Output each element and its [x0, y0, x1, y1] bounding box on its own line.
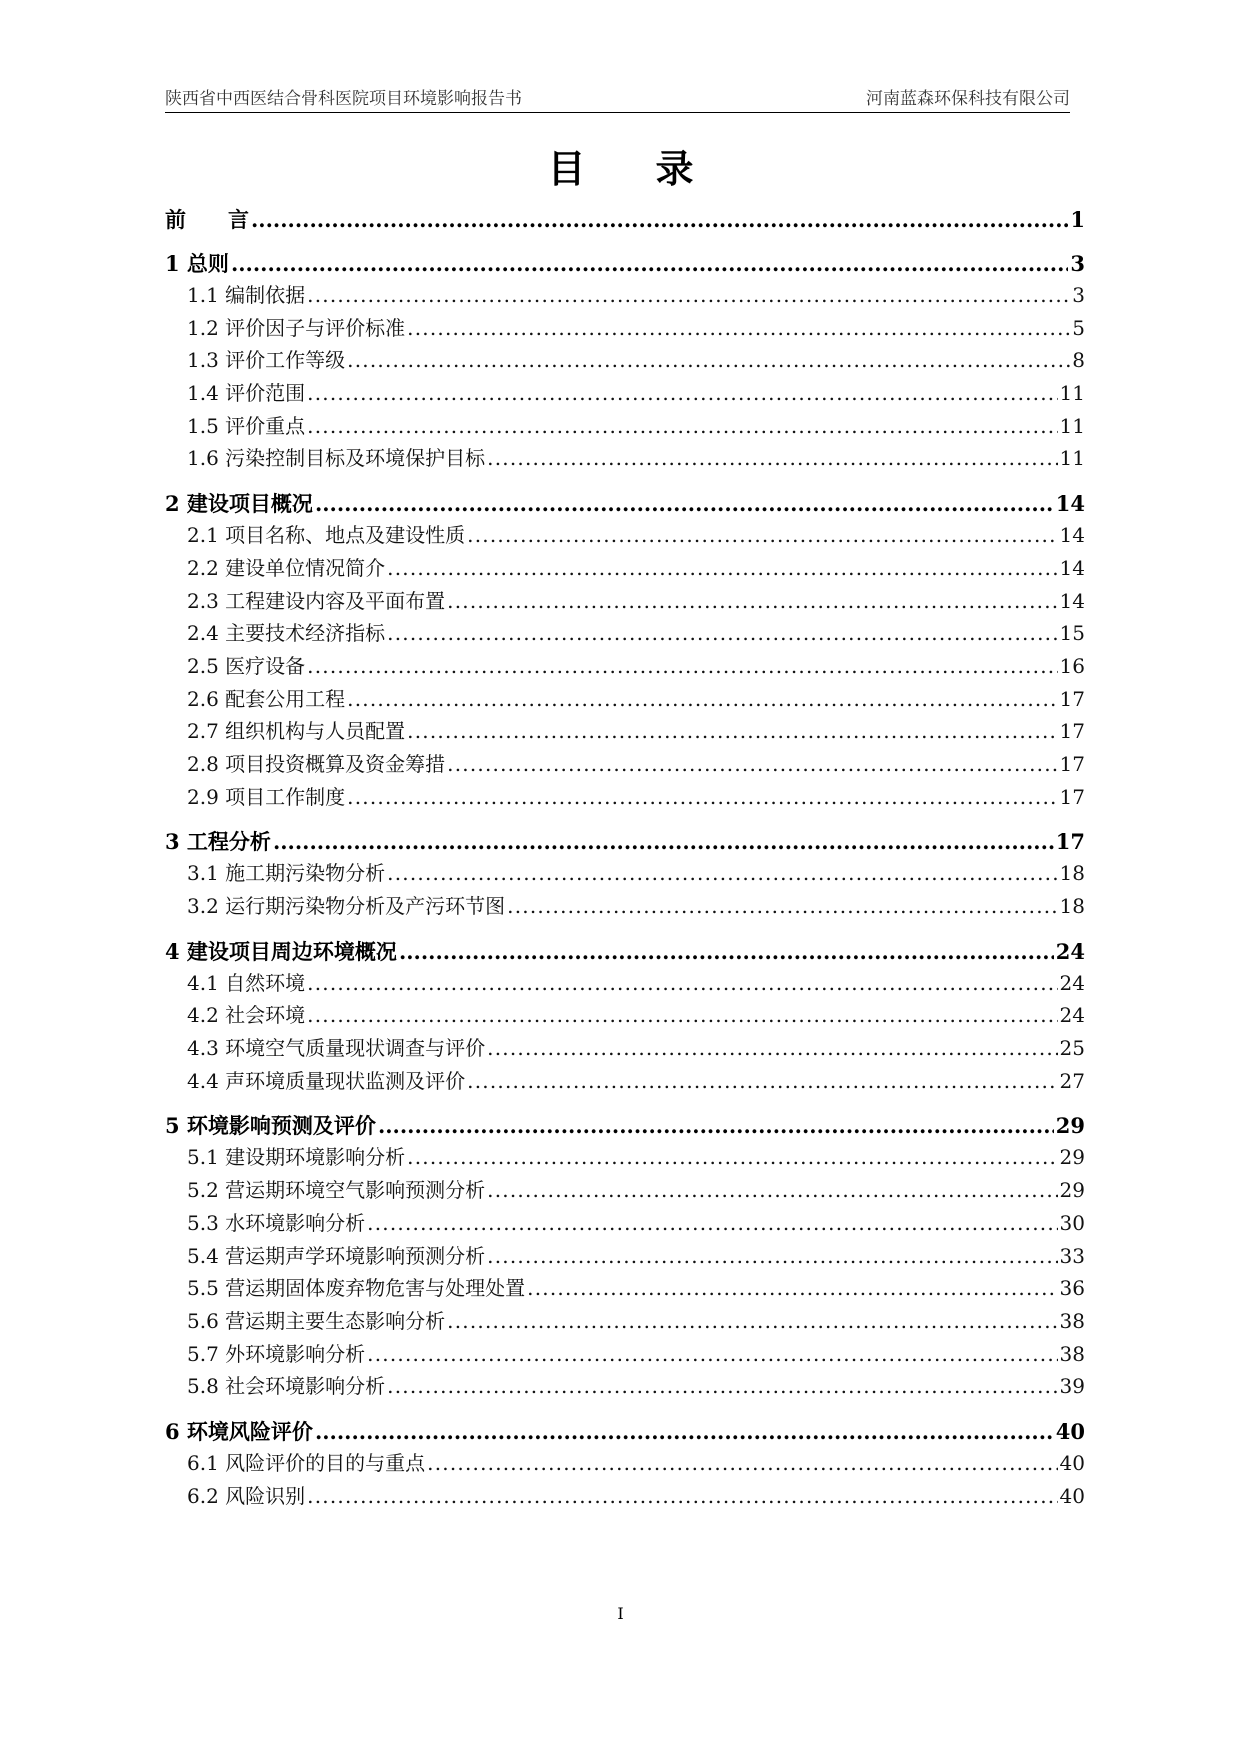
toc-section-entry[interactable] [165, 1305, 1085, 1338]
toc-entry-label: 5.8 社会环境影响分析 [187, 1374, 386, 1399]
toc-dot-leader [307, 279, 1070, 312]
toc-entry-label: 1.4 评价范围 [187, 381, 306, 406]
toc-entry-label: 6.1 风险评价的目的与重点 [187, 1450, 426, 1475]
toc-entry-label: 4.2 社会环境 [187, 1003, 306, 1028]
toc-entry-page-number: 17 [1059, 784, 1085, 809]
toc-section-entry[interactable] [165, 748, 1085, 781]
toc-entry-page-number: 40 [1059, 1450, 1085, 1475]
toc-dot-leader [387, 617, 1057, 650]
toc-section-entry[interactable] [165, 279, 1085, 312]
toc-entry-page-number: 24 [1059, 1003, 1085, 1028]
toc-section-entry[interactable] [165, 1480, 1085, 1513]
toc-entry-label: 3.1 施工期污染物分析 [187, 861, 386, 886]
toc-entry-page-number: 38 [1059, 1341, 1085, 1366]
toc-entry-page-number: 14 [1059, 588, 1085, 613]
toc-dot-leader [427, 1447, 1057, 1480]
toc-dot-leader [447, 748, 1057, 781]
page-number: I [617, 1604, 624, 1623]
toc-entry-page-number: 25 [1059, 1036, 1085, 1061]
toc-entry-page-number: 38 [1059, 1308, 1085, 1333]
toc-entry-page-number: 18 [1059, 894, 1085, 918]
toc-entry-label: 2.5 医疗设备 [187, 653, 306, 678]
toc-entry-page-number: 36 [1059, 1276, 1085, 1301]
toc-section-entry[interactable] [165, 519, 1085, 552]
toc-dot-leader [467, 519, 1057, 552]
page-header [165, 88, 1070, 113]
toc-dot-leader [347, 781, 1057, 814]
toc-dot-leader [527, 1272, 1057, 1305]
toc-entry-page-number: 5 [1072, 315, 1085, 340]
toc-entry-page-number: 40 [1059, 1483, 1085, 1508]
toc-chapter-entry[interactable] [165, 827, 1085, 857]
toc-entry-label: 5.1 建设期环境影响分析 [187, 1145, 406, 1170]
toc-entry-page-number: 17 [1059, 751, 1085, 776]
toc-section-entry[interactable] [165, 410, 1085, 443]
toc-chapter-entry[interactable] [165, 937, 1085, 967]
toc-title-char-2: 录 [655, 146, 694, 191]
toc-dot-leader [387, 857, 1057, 890]
toc-entry-page-number: 27 [1059, 1068, 1085, 1093]
toc-entry-page-number: 3 [1072, 283, 1085, 307]
toc-entry-page-number: 17 [1055, 829, 1085, 855]
toc-chapter-entry[interactable] [165, 489, 1085, 519]
toc-dot-leader [251, 205, 1068, 235]
toc-chapter-entry[interactable] [165, 1111, 1085, 1141]
toc-entry-label: 2.6 配套公用工程 [187, 686, 346, 711]
toc-entry-page-number: 24 [1059, 970, 1085, 995]
toc-entry-page-number: 11 [1059, 413, 1085, 438]
toc-entry-label: 2.2 建设单位情况简介 [187, 555, 386, 580]
toc-dot-leader [231, 249, 1068, 279]
toc-dot-leader [273, 827, 1054, 857]
toc-dot-leader [378, 1111, 1054, 1141]
toc-dot-leader [315, 1417, 1054, 1447]
toc-entry-label: 5.7 外环境影响分析 [187, 1341, 366, 1366]
toc-chapter-entry[interactable] [165, 249, 1085, 279]
toc-entry-page-number: 29 [1059, 1178, 1085, 1203]
toc-dot-leader [367, 1338, 1057, 1371]
toc-section-entry[interactable] [165, 999, 1085, 1032]
toc-dot-leader [307, 377, 1057, 410]
toc-entry-label: 1.6 污染控制目标及环境保护目标 [187, 446, 486, 471]
toc-section-entry[interactable] [165, 552, 1085, 585]
toc-entry-label: 4.4 声环境质量现状监测及评价 [187, 1068, 466, 1093]
toc-section-entry[interactable] [165, 781, 1085, 814]
toc-dot-leader [387, 1370, 1057, 1403]
toc-section-entry[interactable] [165, 1141, 1085, 1174]
toc-entry-page-number: 16 [1059, 653, 1085, 678]
toc-entry-label: 5.4 营运期声学环境影响预测分析 [187, 1243, 486, 1268]
toc-dot-leader [407, 312, 1070, 345]
toc-entry-label: 3.2 运行期污染物分析及产污环节图 [187, 894, 506, 918]
toc-entry-page-number: 3 [1070, 251, 1085, 276]
toc-chapter-entry[interactable] [165, 1417, 1085, 1447]
toc-entry-label: 6.2 风险识别 [187, 1483, 306, 1508]
toc-chapter-entry[interactable] [165, 205, 1085, 235]
toc-section-entry[interactable] [165, 442, 1085, 475]
toc-section-entry[interactable] [165, 617, 1085, 650]
table-of-contents [165, 205, 1085, 1512]
toc-entry-label: 1.2 评价因子与评价标准 [187, 315, 406, 340]
toc-section-entry[interactable] [165, 683, 1085, 716]
toc-section-entry[interactable] [165, 1207, 1085, 1240]
toc-dot-leader [487, 1174, 1057, 1207]
toc-title [0, 138, 1241, 193]
toc-entry-label: 5.5 营运期固体废弃物危害与处理处置 [187, 1276, 526, 1301]
toc-entry-page-number: 14 [1059, 523, 1085, 548]
toc-entry-page-number: 1 [1070, 207, 1085, 232]
toc-entry-label: 4 建设项目周边环境概况 [165, 938, 397, 964]
toc-section-entry[interactable] [165, 344, 1085, 377]
toc-entry-label: 5.3 水环境影响分析 [187, 1210, 366, 1235]
toc-entry-page-number: 29 [1055, 1113, 1085, 1139]
toc-dot-leader [487, 1240, 1057, 1273]
toc-entry-page-number: 14 [1059, 555, 1085, 580]
toc-dot-leader [315, 489, 1054, 519]
toc-entry-label: 2.9 项目工作制度 [187, 784, 346, 809]
toc-entry-label: 4.1 自然环境 [187, 970, 306, 995]
toc-entry-label: 2.3 工程建设内容及平面布置 [187, 588, 446, 613]
toc-entry-page-number: 18 [1059, 861, 1085, 886]
toc-entry-label: 3 工程分析 [165, 829, 271, 855]
toc-section-entry[interactable] [165, 967, 1085, 1000]
toc-section-entry[interactable] [165, 1338, 1085, 1371]
toc-entry-page-number: 40 [1055, 1418, 1085, 1444]
toc-dot-leader [447, 1305, 1057, 1338]
toc-section-entry[interactable] [165, 1032, 1085, 1065]
toc-dot-leader [307, 967, 1057, 1000]
toc-section-entry[interactable] [165, 312, 1085, 345]
toc-dot-leader [367, 1207, 1057, 1240]
toc-entry-label: 1.1 编制依据 [187, 283, 306, 307]
toc-dot-leader [407, 715, 1057, 748]
toc-entry-label: 5.6 营运期主要生态影响分析 [187, 1308, 446, 1333]
toc-entry-label: 2 建设项目概况 [165, 491, 313, 517]
toc-entry-page-number: 14 [1055, 491, 1085, 517]
toc-dot-leader [507, 890, 1057, 923]
toc-entry-page-number: 29 [1059, 1145, 1085, 1170]
toc-entry-label: 1.5 评价重点 [187, 413, 306, 438]
toc-entry-page-number: 24 [1055, 938, 1085, 964]
toc-entry-page-number: 33 [1059, 1243, 1085, 1268]
toc-section-entry[interactable] [165, 1272, 1085, 1305]
toc-entry-label: 4.3 环境空气质量现状调查与评价 [187, 1036, 486, 1061]
toc-dot-leader [407, 1141, 1057, 1174]
toc-section-entry[interactable] [165, 1447, 1085, 1480]
toc-dot-leader [399, 937, 1054, 967]
toc-section-entry[interactable] [165, 890, 1085, 923]
toc-entry-page-number: 8 [1072, 348, 1085, 373]
toc-entry-page-number: 15 [1059, 621, 1085, 646]
toc-entry-label: 2.4 主要技术经济指标 [187, 621, 386, 646]
toc-dot-leader [467, 1065, 1057, 1098]
toc-dot-leader [307, 410, 1057, 443]
toc-section-entry[interactable] [165, 857, 1085, 890]
header-report-title: 陕西省中西医结合骨科医院项目环境影响报告书 [165, 89, 522, 109]
toc-title-char-1: 目 [547, 146, 586, 191]
toc-entry-label: 1.3 评价工作等级 [187, 348, 346, 373]
toc-section-entry[interactable] [165, 1240, 1085, 1273]
toc-entry-page-number: 11 [1059, 381, 1085, 406]
toc-dot-leader [447, 585, 1057, 618]
toc-section-entry[interactable] [165, 377, 1085, 410]
toc-section-entry[interactable] [165, 1370, 1085, 1403]
toc-entry-page-number: 30 [1059, 1210, 1085, 1235]
toc-dot-leader [307, 650, 1057, 683]
toc-section-entry[interactable] [165, 1065, 1085, 1098]
toc-dot-leader [487, 442, 1057, 475]
toc-dot-leader [387, 552, 1057, 585]
toc-entry-label: 前 言 [165, 207, 249, 232]
toc-entry-label: 5.2 营运期环境空气影响预测分析 [187, 1178, 486, 1203]
toc-section-entry[interactable] [165, 715, 1085, 748]
toc-entry-label: 2.1 项目名称、地点及建设性质 [187, 523, 466, 548]
toc-entry-label: 2.8 项目投资概算及资金筹措 [187, 751, 446, 776]
toc-dot-leader [307, 999, 1057, 1032]
toc-entry-page-number: 17 [1059, 686, 1085, 711]
toc-entry-label: 6 环境风险评价 [165, 1418, 313, 1444]
toc-entry-label: 2.7 组织机构与人员配置 [187, 719, 406, 744]
toc-entry-label: 5 环境影响预测及评价 [165, 1113, 376, 1139]
toc-dot-leader [307, 1480, 1057, 1513]
toc-dot-leader [347, 344, 1070, 377]
toc-section-entry[interactable] [165, 585, 1085, 618]
toc-section-entry[interactable] [165, 1174, 1085, 1207]
header-company-name: 河南蓝森环保科技有限公司 [866, 89, 1070, 109]
toc-entry-page-number: 39 [1059, 1374, 1085, 1399]
toc-dot-leader [487, 1032, 1057, 1065]
toc-entry-page-number: 17 [1059, 719, 1085, 744]
toc-dot-leader [347, 683, 1057, 716]
toc-entry-label: 1 总则 [165, 251, 229, 276]
toc-section-entry[interactable] [165, 650, 1085, 683]
toc-entry-page-number: 11 [1059, 446, 1085, 471]
